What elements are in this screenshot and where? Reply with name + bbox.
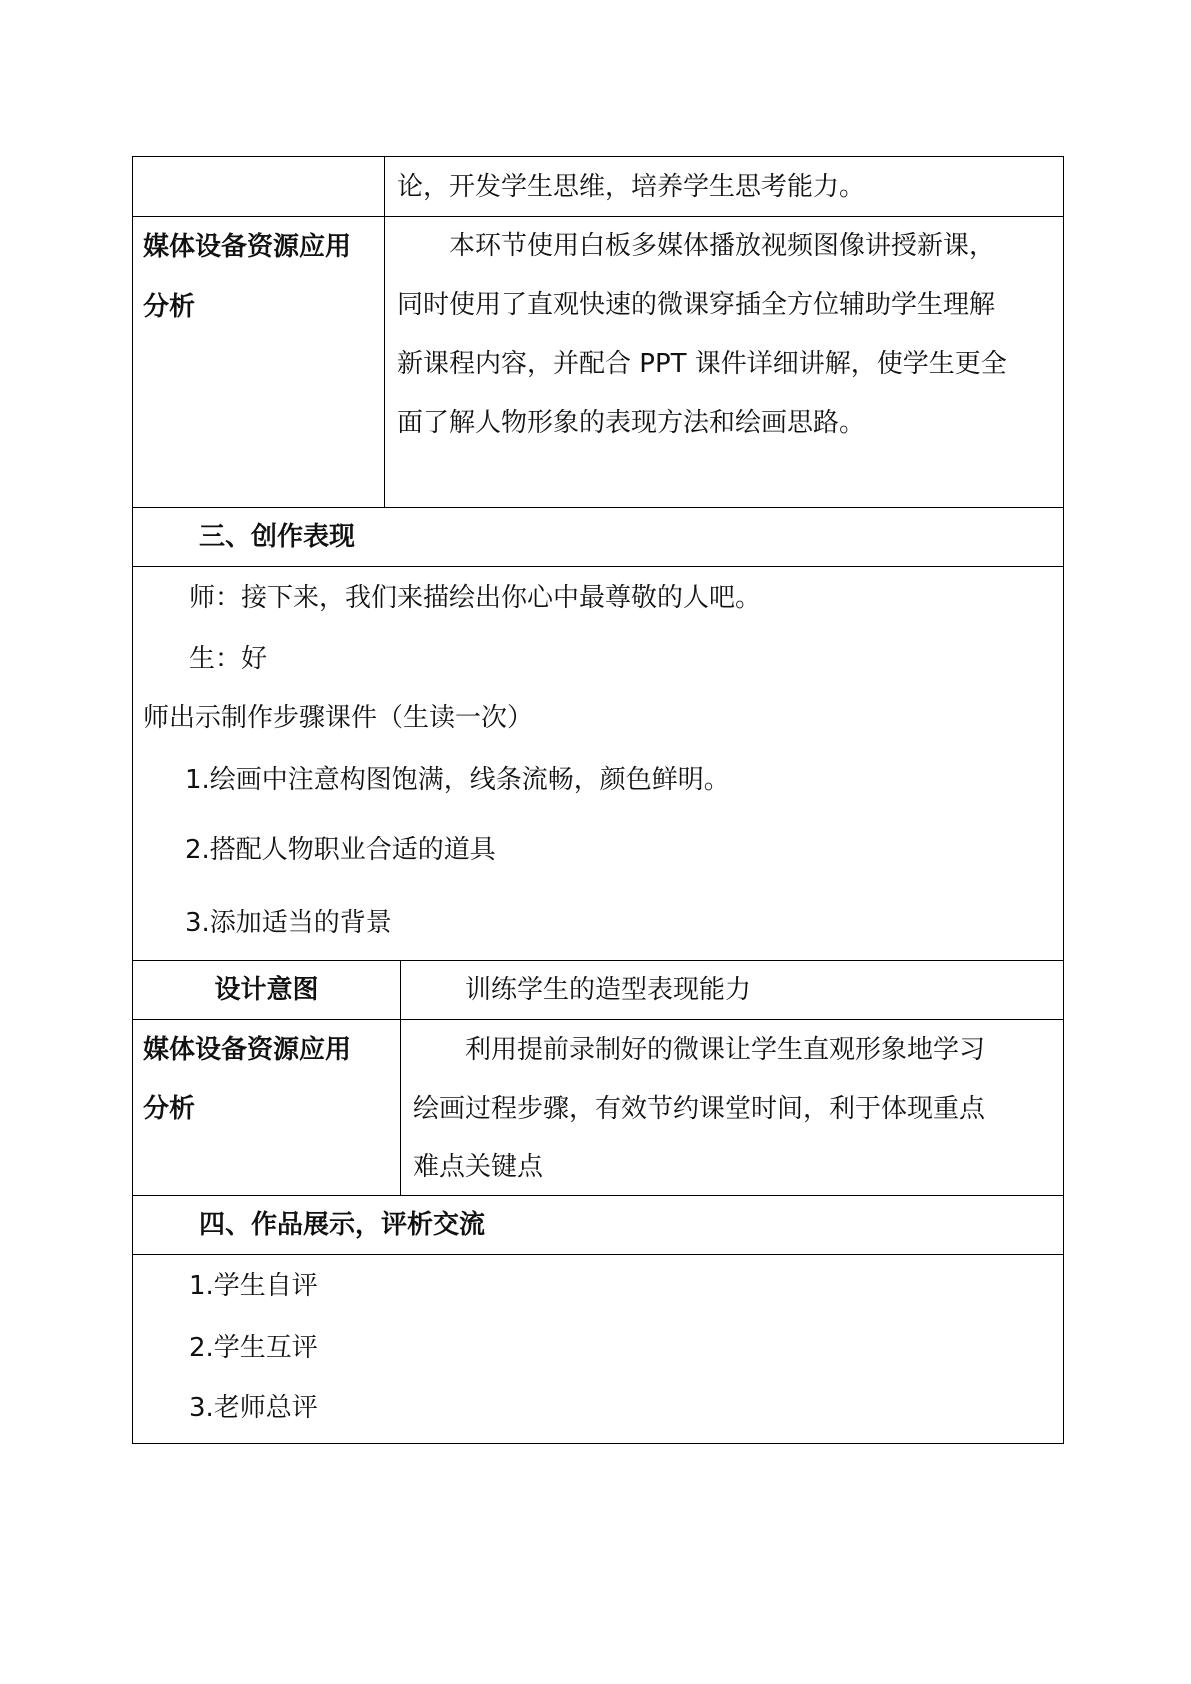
media-analysis-2-label-cell xyxy=(133,1020,401,1195)
table-row-design-intent xyxy=(133,961,1063,1020)
section-4-body xyxy=(133,1255,1063,1443)
design-intent-text: 训练学生的造型表现能力 xyxy=(465,975,752,1005)
media-analysis-text-line-4: 面了解人物形象的表现方法和绘画思路。 xyxy=(397,408,866,438)
media-analysis-text-line-2: 同时使用了直观快速的微课穿插全方位辅助学生理解 xyxy=(397,290,996,320)
media-analysis-2-label-line-2: 分析 xyxy=(143,1094,196,1124)
media-analysis-label-line-1: 媒体设备资源应用 xyxy=(143,232,352,262)
step-item-2: 2.搭配人物职业合适的道具 xyxy=(185,835,496,865)
continuation-text: 论，开发学生思维，培养学生思考能力。 xyxy=(397,172,866,202)
instruction-line: 师出示制作步骤课件（生读一次） xyxy=(143,703,534,733)
table-row-section-3-body xyxy=(133,567,1063,961)
section-3-title: 三、创作表现 xyxy=(199,522,356,552)
media-analysis-2-label-line-1: 媒体设备资源应用 xyxy=(143,1035,352,1065)
section-3-body xyxy=(133,567,1063,960)
table-row-section-4-body xyxy=(133,1255,1063,1443)
section-4-title: 四、作品展示，评析交流 xyxy=(199,1210,486,1240)
media-analysis-text-cell xyxy=(385,217,1063,507)
media-analysis-text-line-1: 本环节使用白板多媒体播放视频图像讲授新课， xyxy=(449,231,996,261)
evaluation-item-1: 1.学生自评 xyxy=(189,1271,318,1301)
teacher-line: 师：接下来，我们来描绘出你心中最尊敬的人吧。 xyxy=(189,583,762,613)
media-analysis-2-text-line-3: 难点关键点 xyxy=(413,1152,544,1182)
evaluation-item-3: 3.老师总评 xyxy=(189,1393,318,1423)
design-intent-value xyxy=(401,961,1063,1019)
table-row-continuation xyxy=(133,157,1063,217)
step-item-3: 3.添加适当的背景 xyxy=(185,908,392,938)
student-line: 生：好 xyxy=(189,644,268,674)
media-analysis-2-text-line-1: 利用提前录制好的微课让学生直观形象地学习 xyxy=(465,1035,986,1065)
table-row-section-3-title xyxy=(133,508,1063,567)
continuation-text-cell xyxy=(385,157,1063,216)
media-analysis-text-line-3: 新课程内容，并配合 PPT 课件详细讲解，使学生更全 xyxy=(397,349,1007,379)
evaluation-item-2: 2.学生互评 xyxy=(189,1333,318,1363)
table-row-media-analysis-1 xyxy=(133,217,1063,508)
media-analysis-label-line-2: 分析 xyxy=(143,292,196,322)
empty-label-cell xyxy=(133,157,385,216)
media-analysis-2-text-line-2: 绘画过程步骤，有效节约课堂时间，利于体现重点 xyxy=(413,1094,986,1124)
media-analysis-label-cell xyxy=(133,217,385,507)
media-analysis-2-text-cell xyxy=(401,1020,1063,1195)
step-item-1: 1.绘画中注意构图饱满，线条流畅，颜色鲜明。 xyxy=(185,765,730,795)
design-intent-label: 设计意图 xyxy=(133,961,401,1019)
table-row-section-4-title xyxy=(133,1196,1063,1255)
lesson-table xyxy=(132,156,1064,1444)
table-row-media-analysis-2 xyxy=(133,1020,1063,1196)
